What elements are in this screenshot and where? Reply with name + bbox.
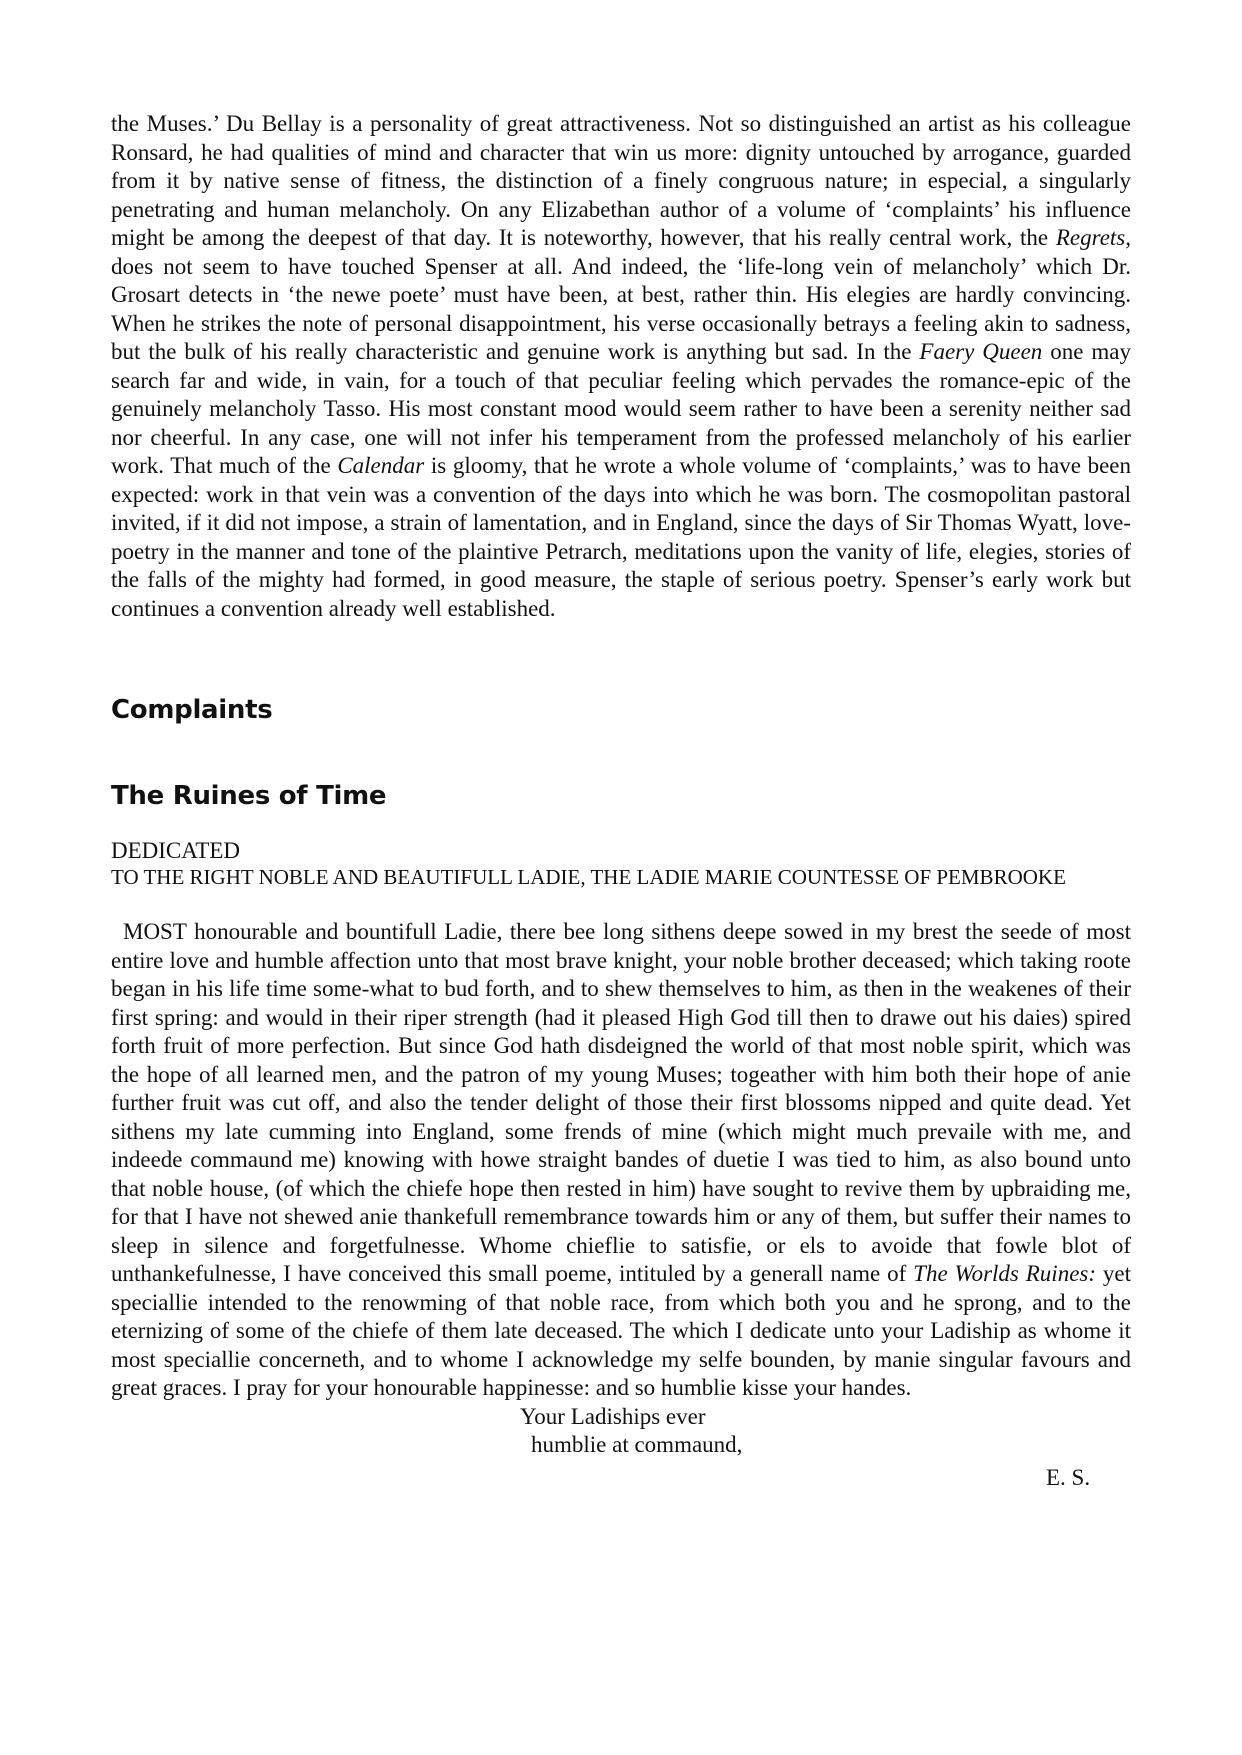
- signature: E. S.: [1046, 1464, 1091, 1490]
- letter-text-2: yet speciallie intended to the renowming of that noble race, from which both you and he sprong, and to the eternizing of some of the chiefe of them late deceased. The which I dedicate unto your Ladiship as whome it most speciallie concerneth, and to whome I acknowledge my selfe bounden, by manie singular favours and great graces. I pray for your honourable happinesse: and so humblie kisse your handes.: [111, 1261, 1131, 1400]
- intro-text-2: does not seem to have touched Spenser at all. And indeed, the ‘life-long vein of melancholy’ which Dr. Grosart detects in ‘the newe poete’ must have been, at best, rather thin. His elegies are hardly convincing. When he strikes the note of personal disappointment, his verse occasionally betrays a feeling akin to sadness, but the bulk of his really characteristic and genuine work is anything but sad. In the: [111, 253, 1131, 364]
- letter-italic-worlds-ruines: The Worlds Ruines:: [913, 1261, 1097, 1286]
- closing-line-1: Your Ladiships ever: [520, 1403, 706, 1429]
- intro-paragraph: [111, 110, 1131, 623]
- intro-text-3: one may search far and wide, in vain, for a touch of that peculiar feeling which pervades the romance-epic of the genuinely melancholy Tasso. His most constant mood would seem rather to have been a serenity neither sad nor cheerful. In any case, one will not infer his temperament from the professed melancholy of his earlier work. That much of the: [111, 339, 1131, 478]
- page-content: [111, 110, 1131, 1492]
- heading-ruines-of-time: The Ruines of Time: [111, 781, 387, 811]
- intro-italic-calendar: Calendar: [337, 453, 425, 478]
- dedicated-label: DEDICATED: [111, 838, 241, 863]
- heading-complaints: Complaints: [111, 695, 273, 725]
- dedication-recipient: TO THE RIGHT NOBLE AND BEAUTIFULL LADIE, THE LADIE MARIE COUNTESSE OF PEMBROOKE: [111, 865, 1066, 889]
- intro-text-4: is gloomy, that he wrote a whole volume of ‘complaints,’ was to have been expected: work in that vein was a convention of the days into which he was born. The cosmopolitan pastoral invited, if it did not impose, a strain of lamentation, and in England, since the days of Sir Thomas Wyatt, love-poetry in the manner and tone of the plaintive Petrarch, meditations upon the vanity of life, elegies, stories of the falls of the mighty had formed, in good measure, the staple of serious poetry. Spenser’s early work but continues a convention already well established.: [111, 453, 1132, 621]
- intro-italic-regrets: Regrets,: [1055, 225, 1131, 250]
- letter-text-1: MOST honourable and bountifull Ladie, there bee long sithens deepe sowed in my brest the seede of most entire love and humble affection unto that most brave knight, your noble brother deceased; which taking roote began in his life time some-what to bud forth, and to shew themselves to him, as then in the weakenes of their first spring: and would in their riper strength (had it pleased High God till then to drawe out his daies) spired forth fruit of more perfection. But since God hath disdeigned the world of that most noble spirit, which was the hope of all learned men, and the patron of my young Muses; togeather with him both their hope of anie further fruit was cut off, and also the tender delight of those their first blossoms nipped and quite dead. Yet sithens my late cumming into England, some frends of mine (which might much prevaile with me, and indeede commaund me) knowing with howe straight bandes of duetie I was tied to him, as also bound unto that noble house, (of which the chiefe hope then rested in him) have sought to revive them by upbraiding me, for that I have not shewed anie thankefull remembrance towards him or any of them, but suffer their names to sleep in silence and forgetfulnesse. Whome chieflie to satisfie, or els to avoide that fowle blot of unthankefulnesse, I have conceived this small poeme, intituled by a generall name of: [111, 919, 1131, 1286]
- dedication-letter: [111, 918, 1131, 1403]
- intro-text-1: the Muses.’ Du Bellay is a personality of great attractiveness. Not so distinguished an artist as his colleague Ronsard, he had qualities of mind and character that win us more: dignity untouched by arrogance, guarded from it by native sense of fitness, the distinction of a finely congruous nature; in especial, a singularly penetrating and human melancholy. On any Elizabethan author of a volume of ‘complaints’ his influence might be among the deepest of that day. It is noteworthy, however, that his really central work, the: [111, 111, 1131, 250]
- intro-italic-faery-queen: Faery Queen: [919, 339, 1043, 364]
- closing-line-2: humblie at commaund,: [531, 1432, 743, 1457]
